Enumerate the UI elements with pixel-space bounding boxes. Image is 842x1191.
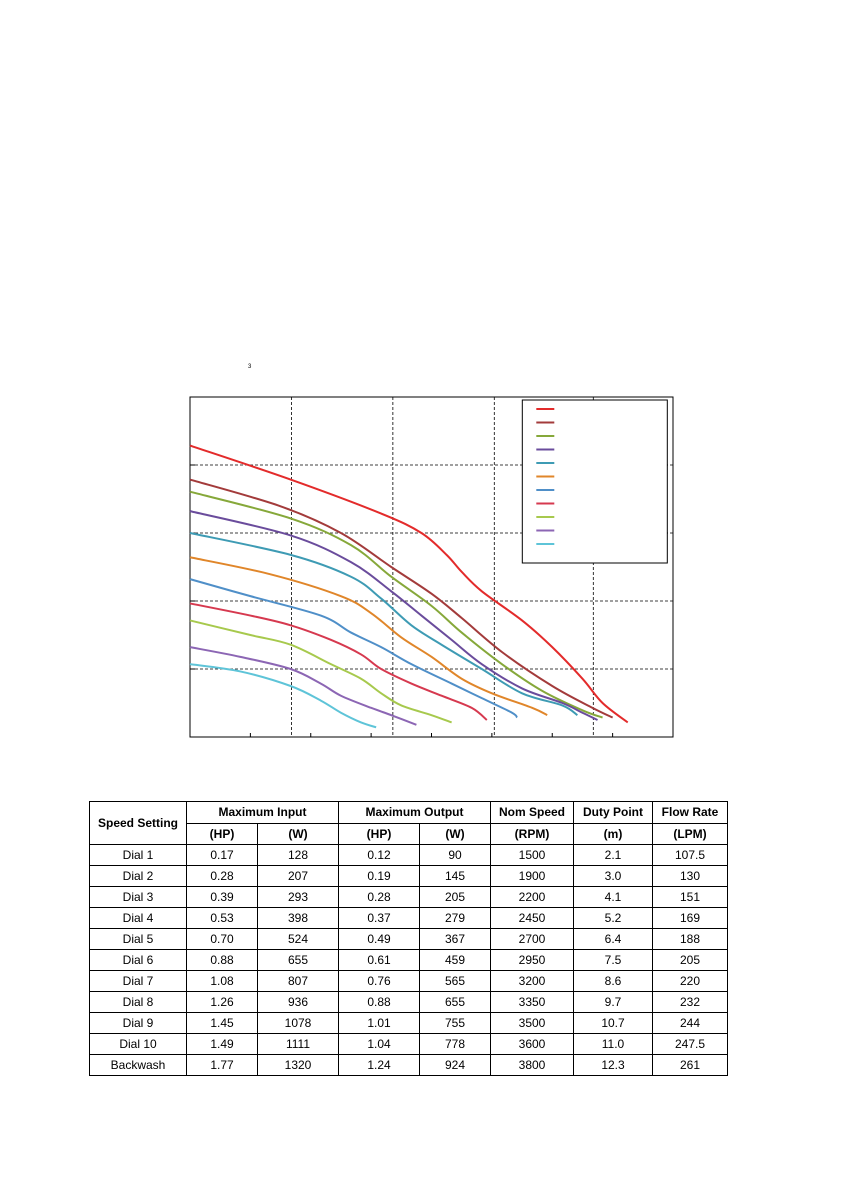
cell-flow: 247.5 <box>653 1034 728 1055</box>
cell-speed: Dial 7 <box>90 971 187 992</box>
cell-input-w: 936 <box>258 992 339 1013</box>
cell-output-hp: 0.37 <box>339 908 420 929</box>
cell-duty: 2.1 <box>574 845 653 866</box>
header-rpm: (RPM) <box>491 823 574 845</box>
cell-flow: 188 <box>653 929 728 950</box>
cell-duty: 3.0 <box>574 866 653 887</box>
cell-input-hp: 0.39 <box>187 887 258 908</box>
cell-input-hp: 0.28 <box>187 866 258 887</box>
cell-output-hp: 0.76 <box>339 971 420 992</box>
cell-speed: Dial 5 <box>90 929 187 950</box>
cell-output-w: 205 <box>420 887 491 908</box>
chart-label-mark: 3 <box>248 364 252 370</box>
header-output-w: (W) <box>420 823 491 845</box>
cell-input-hp: 0.88 <box>187 950 258 971</box>
cell-flow: 261 <box>653 1055 728 1076</box>
cell-flow: 130 <box>653 866 728 887</box>
cell-output-hp: 0.28 <box>339 887 420 908</box>
cell-duty: 9.7 <box>574 992 653 1013</box>
cell-input-w: 524 <box>258 929 339 950</box>
cell-speed: Backwash <box>90 1055 187 1076</box>
cell-input-w: 398 <box>258 908 339 929</box>
cell-input-hp: 1.08 <box>187 971 258 992</box>
cell-flow: 107.5 <box>653 845 728 866</box>
cell-flow: 220 <box>653 971 728 992</box>
cell-rpm: 1900 <box>491 866 574 887</box>
header-speed-setting: Speed Setting <box>90 802 187 845</box>
cell-duty: 7.5 <box>574 950 653 971</box>
cell-input-w: 293 <box>258 887 339 908</box>
cell-rpm: 3500 <box>491 1013 574 1034</box>
cell-duty: 5.2 <box>574 908 653 929</box>
cell-input-hp: 1.26 <box>187 992 258 1013</box>
cell-rpm: 1500 <box>491 845 574 866</box>
cell-output-hp: 0.88 <box>339 992 420 1013</box>
cell-output-hp: 0.61 <box>339 950 420 971</box>
table-row <box>90 866 728 887</box>
cell-input-hp: 1.77 <box>187 1055 258 1076</box>
cell-rpm: 3800 <box>491 1055 574 1076</box>
cell-output-w: 90 <box>420 845 491 866</box>
cell-input-hp: 0.17 <box>187 845 258 866</box>
cell-rpm: 2700 <box>491 929 574 950</box>
cell-output-w: 145 <box>420 866 491 887</box>
pump-curve-chart <box>150 360 710 760</box>
table-row <box>90 1013 728 1034</box>
cell-input-hp: 0.53 <box>187 908 258 929</box>
cell-input-hp: 1.49 <box>187 1034 258 1055</box>
cell-input-w: 1111 <box>258 1034 339 1055</box>
cell-rpm: 2450 <box>491 908 574 929</box>
cell-flow: 151 <box>653 887 728 908</box>
header-input-w: (W) <box>258 823 339 845</box>
table-row <box>90 971 728 992</box>
header-flow-rate: Flow Rate <box>653 802 728 824</box>
cell-rpm: 2950 <box>491 950 574 971</box>
cell-output-hp: 0.49 <box>339 929 420 950</box>
table-row <box>90 908 728 929</box>
cell-input-hp: 0.70 <box>187 929 258 950</box>
cell-output-hp: 0.19 <box>339 866 420 887</box>
cell-input-w: 655 <box>258 950 339 971</box>
cell-flow: 169 <box>653 908 728 929</box>
cell-speed: Dial 4 <box>90 908 187 929</box>
cell-input-w: 207 <box>258 866 339 887</box>
cell-output-w: 565 <box>420 971 491 992</box>
header-nom-speed: Nom Speed <box>491 802 574 824</box>
cell-output-w: 924 <box>420 1055 491 1076</box>
cell-output-hp: 1.24 <box>339 1055 420 1076</box>
cell-rpm: 3350 <box>491 992 574 1013</box>
table-row <box>90 929 728 950</box>
header-maximum-input: Maximum Input <box>187 802 339 824</box>
cell-input-hp: 1.45 <box>187 1013 258 1034</box>
header-input-hp: (HP) <box>187 823 258 845</box>
cell-input-w: 1078 <box>258 1013 339 1034</box>
header-output-hp: (HP) <box>339 823 420 845</box>
cell-speed: Dial 9 <box>90 1013 187 1034</box>
cell-flow: 232 <box>653 992 728 1013</box>
cell-output-hp: 1.01 <box>339 1013 420 1034</box>
cell-output-w: 778 <box>420 1034 491 1055</box>
cell-input-w: 807 <box>258 971 339 992</box>
header-duty-m: (m) <box>574 823 653 845</box>
cell-output-w: 755 <box>420 1013 491 1034</box>
cell-rpm: 3600 <box>491 1034 574 1055</box>
cell-output-w: 655 <box>420 992 491 1013</box>
cell-output-hp: 0.12 <box>339 845 420 866</box>
cell-duty: 12.3 <box>574 1055 653 1076</box>
cell-flow: 205 <box>653 950 728 971</box>
table-row <box>90 1055 728 1076</box>
cell-input-w: 1320 <box>258 1055 339 1076</box>
header-maximum-output: Maximum Output <box>339 802 491 824</box>
table-row <box>90 1034 728 1055</box>
table-row <box>90 845 728 866</box>
table-row <box>90 887 728 908</box>
cell-output-w: 367 <box>420 929 491 950</box>
cell-speed: Dial 1 <box>90 845 187 866</box>
cell-output-w: 459 <box>420 950 491 971</box>
speed-setting-table <box>89 801 728 1076</box>
cell-speed: Dial 8 <box>90 992 187 1013</box>
cell-duty: 8.6 <box>574 971 653 992</box>
cell-duty: 10.7 <box>574 1013 653 1034</box>
header-lpm: (LPM) <box>653 823 728 845</box>
cell-input-w: 128 <box>258 845 339 866</box>
cell-speed: Dial 10 <box>90 1034 187 1055</box>
cell-rpm: 3200 <box>491 971 574 992</box>
cell-speed: Dial 2 <box>90 866 187 887</box>
table-body <box>90 845 728 1076</box>
cell-duty: 4.1 <box>574 887 653 908</box>
cell-flow: 244 <box>653 1013 728 1034</box>
cell-speed: Dial 3 <box>90 887 187 908</box>
cell-rpm: 2200 <box>491 887 574 908</box>
cell-duty: 11.0 <box>574 1034 653 1055</box>
header-duty-point: Duty Point <box>574 802 653 824</box>
cell-speed: Dial 6 <box>90 950 187 971</box>
table-header-row-1 <box>90 802 728 824</box>
cell-duty: 6.4 <box>574 929 653 950</box>
speed-setting-table-wrap <box>89 801 728 1076</box>
cell-output-w: 279 <box>420 908 491 929</box>
table-row <box>90 950 728 971</box>
cell-output-hp: 1.04 <box>339 1034 420 1055</box>
table-row <box>90 992 728 1013</box>
chart-svg <box>150 360 710 760</box>
legend-box <box>522 400 667 563</box>
